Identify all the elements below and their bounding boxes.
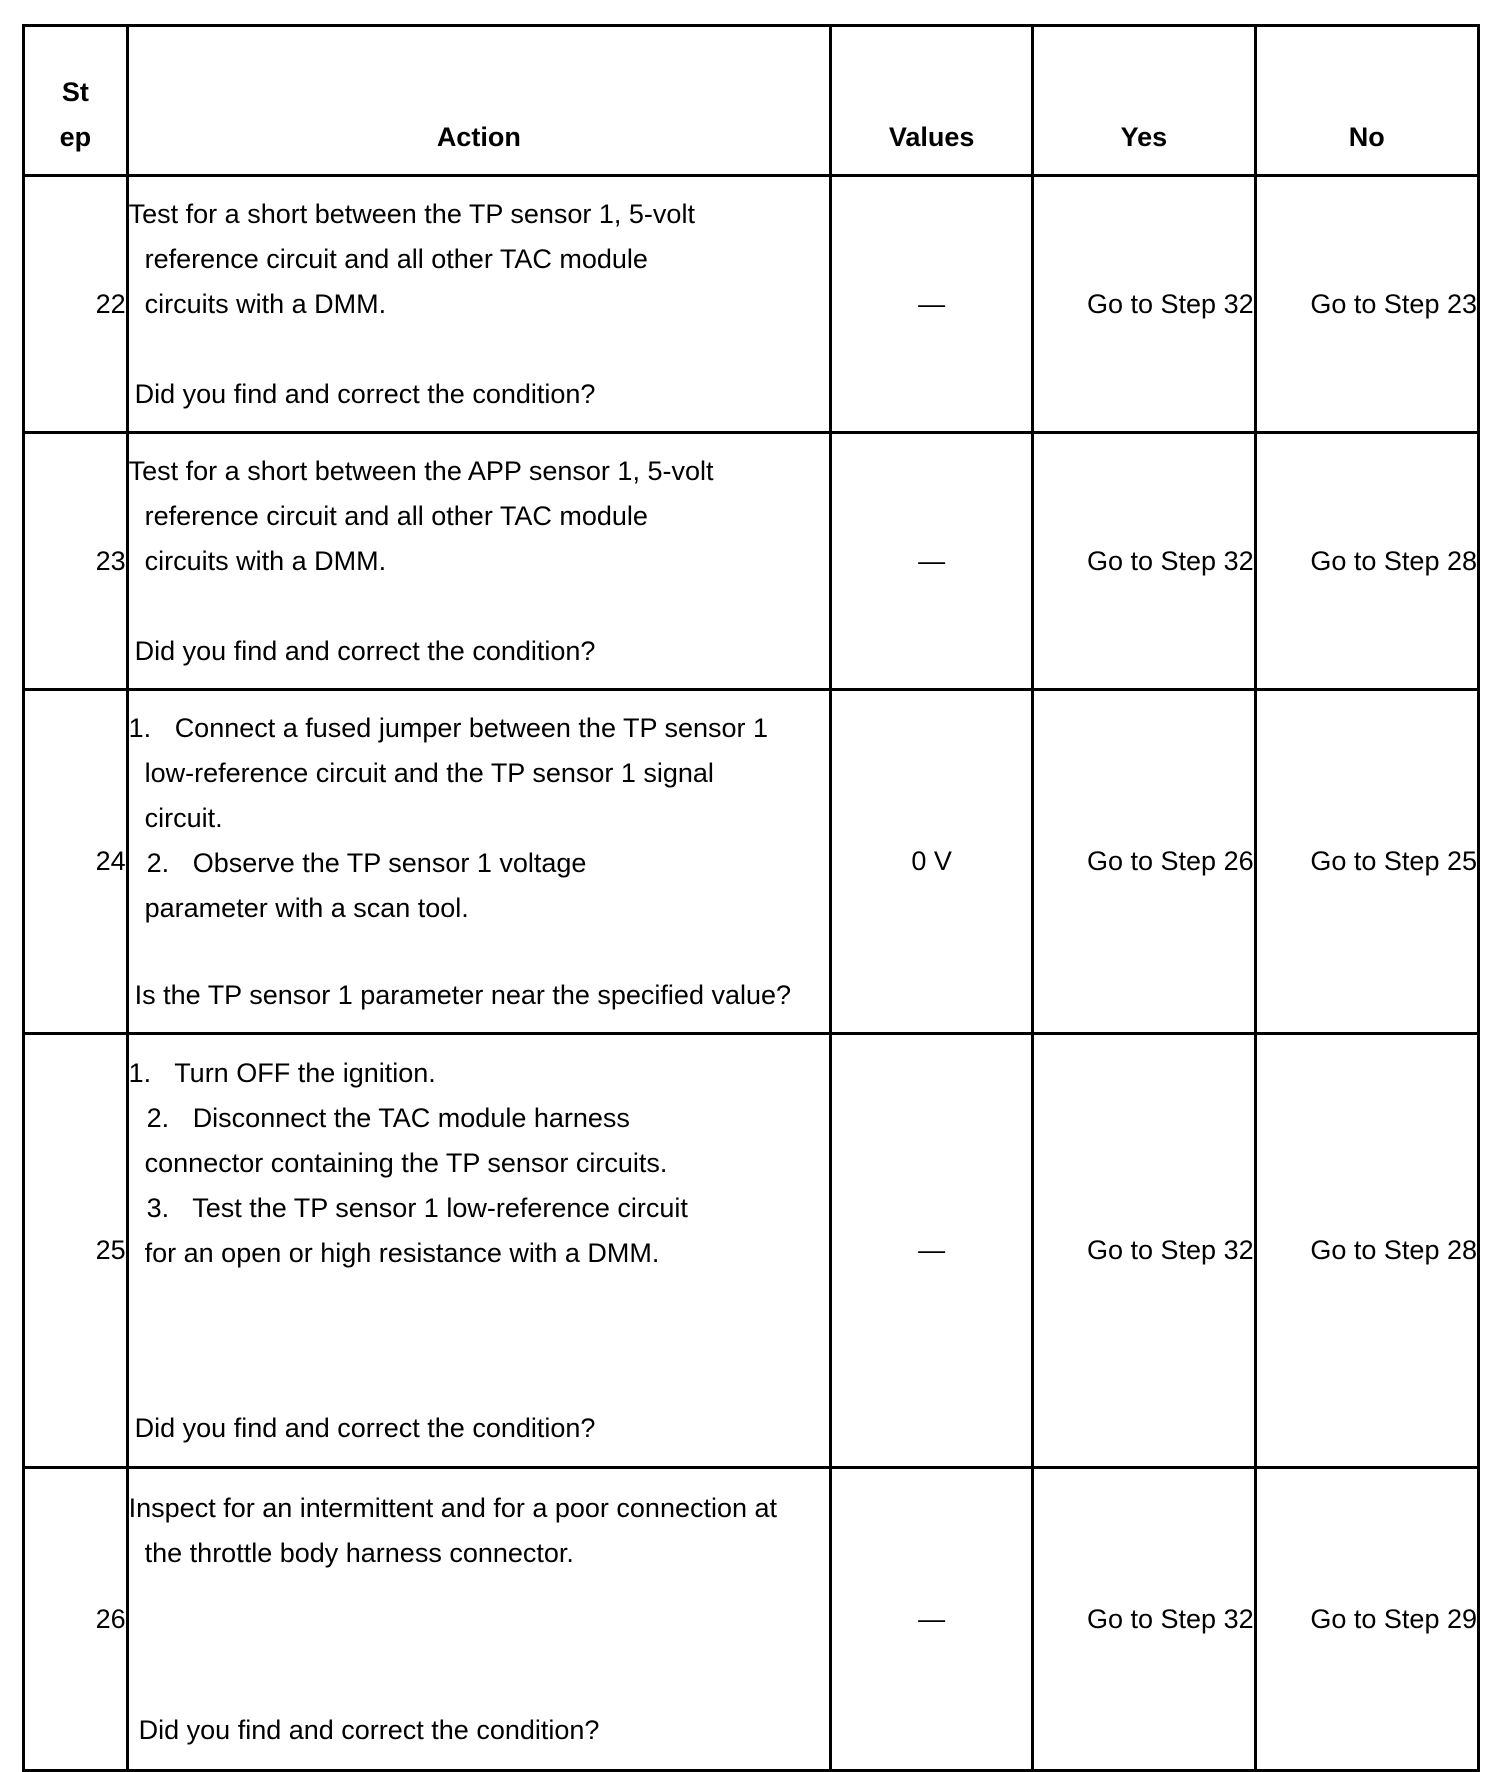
action-line: for an open or high resistance with a DMM. (144, 1237, 660, 1268)
value-cell: — (830, 1468, 1032, 1771)
item-number: 3. (146, 1192, 170, 1223)
action-line: Inspect for an intermittent and for a poor connection at (128, 1492, 778, 1523)
step-header (24, 26, 128, 176)
item-number: 1. (128, 712, 152, 743)
value-cell: 0 V (830, 690, 1032, 1034)
action-item (129, 706, 829, 751)
item-text: Connect a fused jumper between the TP sensor 1 (174, 712, 769, 743)
action-cell (127, 433, 830, 690)
value-cell: — (830, 1034, 1032, 1468)
action-line: reference circuit and all other TAC module (144, 243, 648, 274)
action-line: reference circuit and all other TAC module (144, 500, 648, 531)
action-line: Test for a short between the APP sensor 1, 5-volt (128, 455, 714, 486)
no-cell: Go to Step 28 (1255, 433, 1478, 690)
yes-header: Yes (1033, 26, 1255, 176)
value-cell: — (830, 176, 1032, 433)
action-line: connector containing the TP sensor circuits. (144, 1147, 668, 1178)
action-item (129, 1051, 829, 1096)
action-line: low-reference circuit and the TP sensor 1 signal (144, 757, 714, 788)
table-row (24, 1034, 1479, 1468)
item-text: Test the TP sensor 1 low-reference circuit (192, 1192, 688, 1223)
action-question: Did you find and correct the condition? (138, 1714, 600, 1745)
action-cell (127, 176, 830, 433)
action-header: Action (127, 26, 830, 176)
item-number: 2. (146, 1102, 170, 1133)
action-line: Test for a short between the TP sensor 1, 5-volt (128, 198, 695, 229)
yes-cell: Go to Step 32 (1033, 1468, 1255, 1771)
action-item (129, 841, 829, 886)
item-number: 1. (128, 1057, 152, 1088)
item-text: Turn OFF the ignition. (174, 1057, 436, 1088)
diagnostic-steps-table (22, 24, 1480, 1772)
action-question: Did you find and correct the condition? (134, 635, 596, 666)
action-line: parameter with a scan tool. (144, 892, 469, 923)
action-line: circuits with a DMM. (144, 545, 387, 576)
table-row (24, 1468, 1479, 1771)
step-header-line2: ep (59, 122, 92, 152)
table-row (24, 176, 1479, 433)
step-number: 23 (24, 433, 128, 690)
step-number: 22 (24, 176, 128, 433)
action-line: circuits with a DMM. (144, 288, 387, 319)
no-cell: Go to Step 23 (1255, 176, 1478, 433)
yes-cell: Go to Step 32 (1033, 1034, 1255, 1468)
yes-cell: Go to Step 32 (1033, 433, 1255, 690)
no-cell: Go to Step 29 (1255, 1468, 1478, 1771)
action-cell (127, 1468, 830, 1771)
action-item (129, 1186, 829, 1231)
no-cell: Go to Step 28 (1255, 1034, 1478, 1468)
no-cell: Go to Step 25 (1255, 690, 1478, 1034)
step-number: 25 (24, 1034, 128, 1468)
step-header-line1: St (61, 77, 89, 107)
header-row (24, 26, 1479, 176)
step-number: 24 (24, 690, 128, 1034)
values-header: Values (830, 26, 1032, 176)
action-question: Did you find and correct the condition? (134, 378, 596, 409)
action-cell (127, 690, 830, 1034)
action-cell (127, 1034, 830, 1468)
item-number: 2. (146, 847, 170, 878)
action-line: circuit. (144, 802, 223, 833)
yes-cell: Go to Step 32 (1033, 176, 1255, 433)
table-row (24, 690, 1479, 1034)
value-cell: — (830, 433, 1032, 690)
action-question: Did you find and correct the condition? (134, 1412, 596, 1443)
action-item (129, 1096, 829, 1141)
action-question: Is the TP sensor 1 parameter near the specified value? (134, 979, 792, 1010)
item-text: Disconnect the TAC module harness (192, 1102, 630, 1133)
action-line: the throttle body harness connector. (144, 1537, 574, 1568)
yes-cell: Go to Step 26 (1033, 690, 1255, 1034)
step-number: 26 (24, 1468, 128, 1771)
item-text: Observe the TP sensor 1 voltage (192, 847, 587, 878)
table-row (24, 433, 1479, 690)
no-header: No (1255, 26, 1478, 176)
